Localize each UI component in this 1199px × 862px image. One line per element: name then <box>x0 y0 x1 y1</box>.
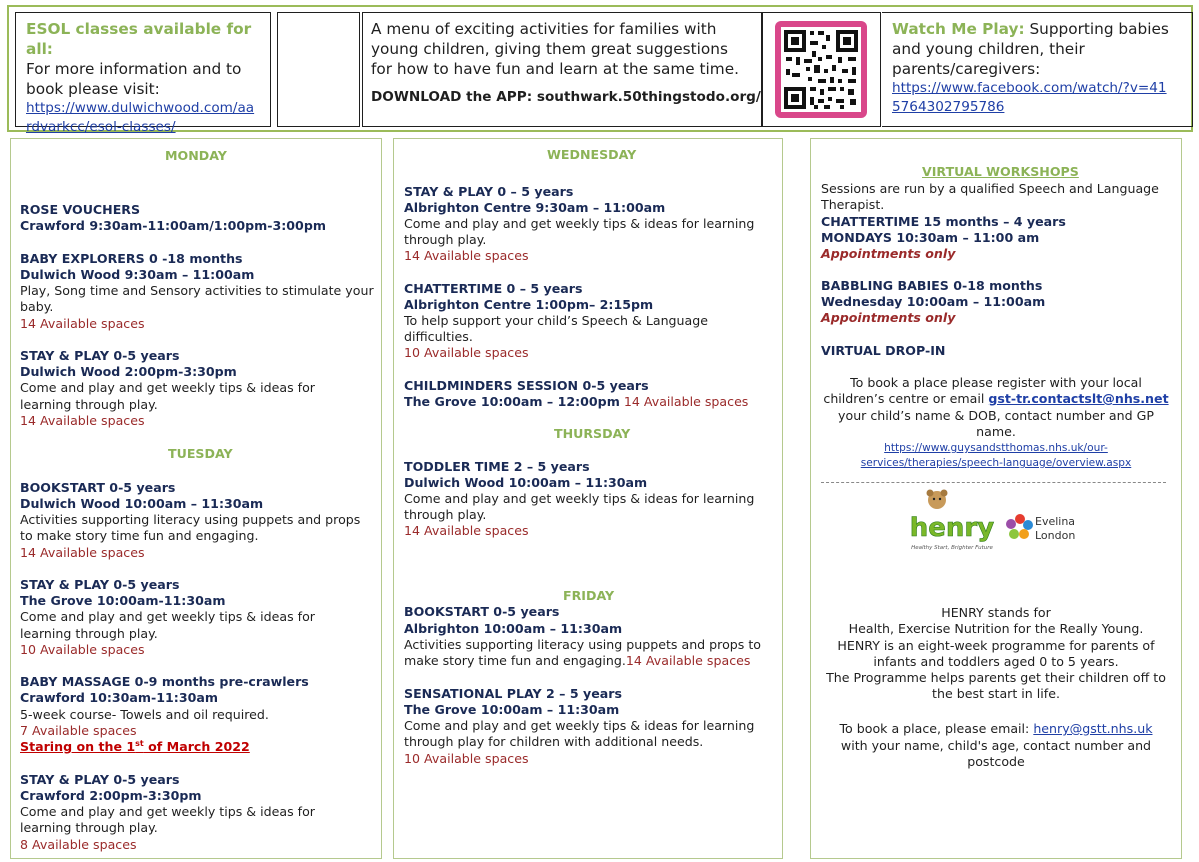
stay-play-desc: Come and play and get weekly tips & ideas for <box>20 804 315 819</box>
henry-logo <box>900 486 1005 556</box>
chattertime-time: Albrighton Centre 1:00pm– 2:15pm <box>404 297 654 312</box>
baby-massage-title: BABY MASSAGE 0-9 months pre-crawlers <box>20 674 309 689</box>
stay-play-time: The Grove 10:00am-11:30am <box>20 593 226 608</box>
childminders-title: CHILDMINDERS SESSION 0-5 years <box>404 378 649 393</box>
booking-text: children’s centre or email gst-tr.contactslt@nhs.net <box>823 391 1169 406</box>
fifty-things-logo <box>277 12 360 127</box>
henry-email-link[interactable]: henry@gstt.nhs.uk <box>1033 721 1153 736</box>
baby-explorers-time: Dulwich Wood 9:30am – 11:00am <box>20 267 255 282</box>
sensational-play-desc: Come and play and get weekly tips & ideas for learning <box>404 718 755 733</box>
monday-heading: MONDAY <box>165 148 227 163</box>
esol-line: For more information and to <box>26 60 242 78</box>
stay-play-spaces: 14 Available spaces <box>20 413 145 428</box>
speech-language-link[interactable]: https://www.guysandstthomas.nhs.uk/our- services/therapies/speech-language/overview.aspx <box>860 442 1132 469</box>
wednesday-heading: WEDNESDAY <box>547 147 637 162</box>
tuesday-heading: TUESDAY <box>168 446 233 461</box>
baby-explorers-desc: Play, Song time and Sensory activities to stimulate your <box>20 283 374 298</box>
bookstart-desc: make story time fun and engaging.14 Available spaces <box>404 653 751 668</box>
rose-vouchers-time: Crawford 9:30am-11:00am/1:00pm-3:00pm <box>20 218 326 233</box>
esol-panel <box>15 12 271 135</box>
watch-line: parents/caregivers: <box>892 60 1041 78</box>
henry-booking: To book a place, please email: henry@gstt.nhs.uk <box>839 721 1153 736</box>
stay-play-time: Albrighton Centre 9:30am – 11:00am <box>404 200 666 215</box>
bookstart-time: Dulwich Wood 10:00am – 11:30am <box>20 496 264 511</box>
henry-booking: postcode <box>967 754 1025 769</box>
stay-play-desc: through play. <box>404 232 487 247</box>
stay-play-desc: learning through play. <box>20 626 158 641</box>
virtual-intro: Therapist. <box>821 197 885 212</box>
baby-massage-spaces: 7 Available spaces <box>20 723 137 738</box>
sensational-play-title: SENSATIONAL PLAY 2 – 5 years <box>404 686 622 701</box>
chattertime-desc: difficulties. <box>404 329 473 344</box>
henry-wordmark: henry <box>909 513 995 543</box>
top-banner <box>7 5 1193 135</box>
baby-explorers-spaces: 14 Available spaces <box>20 316 145 331</box>
esol-title: ESOL classes available for all: <box>26 20 252 58</box>
baby-massage-time: Crawford 10:30am-11:30am <box>20 690 218 705</box>
watch-link[interactable]: https://www.facebook.com/watch/?v=41 5764302795786 <box>892 80 1167 115</box>
london-text: London <box>1035 529 1076 542</box>
stay-play-title: STAY & PLAY 0 – 5 years <box>404 184 574 199</box>
watch-line: and young children, their <box>892 40 1085 58</box>
stay-play-spaces: 8 Available spaces <box>20 837 137 852</box>
esol-line: book please visit: <box>26 80 160 98</box>
henry-info: HENRY is an eight-week programme for parents of <box>837 638 1155 653</box>
stay-play-time: Dulwich Wood 2:00pm-3:30pm <box>20 364 237 379</box>
menu-line: young children, giving them great suggestions <box>371 40 728 58</box>
booking-text: name. <box>976 424 1016 439</box>
appointments-only: Appointments only <box>821 310 956 325</box>
appointments-only: Appointments only <box>821 246 956 261</box>
toddler-time-spaces: 14 Available spaces <box>404 523 529 538</box>
qr-code-panel <box>761 12 881 127</box>
chattertime-title: CHATTERTIME 15 months – 4 years <box>821 214 1066 229</box>
booking-text: your child’s name & DOB, contact number and GP <box>838 408 1154 423</box>
chattertime-title: CHATTERTIME 0 – 5 years <box>404 281 583 296</box>
henry-info: Health, Exercise Nutrition for the Really Young. <box>848 621 1144 636</box>
evelina-text: Evelina <box>1035 515 1076 528</box>
virtual-intro: Sessions are run by a qualified Speech and Language <box>821 181 1159 196</box>
booking-text: To book a place please register with your local <box>850 375 1142 390</box>
stay-play-spaces: 10 Available spaces <box>20 642 145 657</box>
thursday-heading: THURSDAY <box>554 426 631 441</box>
esol-link[interactable]: https://www.dulwichwood.com/aa rdvarkcc/esol-classes/ <box>26 100 255 135</box>
bookstart-spaces: 14 Available spaces <box>20 545 145 560</box>
rose-vouchers-title: ROSE VOUCHERS <box>20 202 141 217</box>
watch-heading: Watch Me Play: Supporting babies <box>892 20 1169 38</box>
babbling-babies-time: Wednesday 10:00am – 11:00am <box>821 294 1046 309</box>
toddler-time-desc: through play. <box>404 507 487 522</box>
stay-play-title: STAY & PLAY 0-5 years <box>20 348 180 363</box>
stay-play-desc: learning through play. <box>20 820 158 835</box>
baby-explorers-desc: baby. <box>20 299 54 314</box>
henry-info: the best start in life. <box>932 686 1060 701</box>
menu-line: for how to have fun and learn at the same time. <box>371 60 739 78</box>
stay-play-desc: Come and play and get weekly tips & ideas for <box>20 380 315 395</box>
bookstart-desc: to make story time fun and engaging. <box>20 528 259 543</box>
stay-play-desc: learning through play. <box>20 397 158 412</box>
chattertime-spaces: 10 Available spaces <box>404 345 529 360</box>
henry-info: The Programme helps parents get their children off to <box>826 670 1166 685</box>
baby-massage-start-date: Staring on the 1st of March 2022 <box>20 738 250 754</box>
baby-massage-desc: 5-week course- Towels and oil required. <box>20 707 269 722</box>
stay-play-desc: Come and play and get weekly tips & ideas for learning <box>404 216 755 231</box>
henry-tagline: Healthy Start, Brighter Future <box>911 545 993 551</box>
stay-play-time: Crawford 2:00pm-3:30pm <box>20 788 202 803</box>
henry-booking: with your name, child's age, contact number and <box>840 738 1152 753</box>
chattertime-time: MONDAYS 10:30am – 11:00 am <box>821 230 1040 245</box>
stay-play-desc: Come and play and get weekly tips & ideas for <box>20 609 315 624</box>
flower-icon <box>1006 514 1033 539</box>
chattertime-desc: To help support your child’s Speech & Language <box>404 313 708 328</box>
virtual-drop-in-title: VIRTUAL DROP-IN <box>821 343 946 358</box>
menu-line: A menu of exciting activities for families with <box>371 20 717 38</box>
toddler-time-desc: Come and play and get weekly tips & ideas for learning <box>404 491 755 506</box>
watch-me-play-panel <box>882 12 1193 127</box>
childminders-time: The Grove 10:00am – 12:00pm 14 Available spaces <box>404 394 749 409</box>
bookstart-title: BOOKSTART 0-5 years <box>20 480 176 495</box>
speech-email-link[interactable]: gst-tr.contactslt@nhs.net <box>988 391 1169 406</box>
stay-play-title: STAY & PLAY 0-5 years <box>20 772 180 787</box>
divider <box>821 482 1166 483</box>
qr-code-icon[interactable] <box>762 13 880 126</box>
toddler-time-title: TODDLER TIME 2 – 5 years <box>404 459 590 474</box>
app-promo-panel <box>362 12 763 127</box>
henry-info: infants and toddlers aged 0 to 5 years. <box>873 654 1119 669</box>
sensational-play-time: The Grove 10:00am – 11:30am <box>404 702 620 717</box>
bookstart-desc: Activities supporting literacy using puppets and props to <box>404 637 761 652</box>
stay-play-title: STAY & PLAY 0-5 years <box>20 577 180 592</box>
bookstart-time: Albrighton 10:00am – 11:30am <box>404 621 623 636</box>
babbling-babies-title: BABBLING BABIES 0-18 months <box>821 278 1043 293</box>
bookstart-desc: Activities supporting literacy using puppets and props <box>20 512 361 527</box>
stay-play-spaces: 14 Available spaces <box>404 248 529 263</box>
baby-explorers-title: BABY EXPLORERS 0 -18 months <box>20 251 243 266</box>
download-app-text[interactable]: DOWNLOAD the APP: southwark.50thingstodo.org/ <box>371 89 761 105</box>
toddler-time-time: Dulwich Wood 10:00am – 11:30am <box>404 475 648 490</box>
sensational-play-spaces: 10 Available spaces <box>404 751 529 766</box>
henry-info: HENRY stands for <box>941 605 1051 620</box>
evelina-logo <box>1006 509 1086 555</box>
sensational-play-desc: through play for children with additional needs. <box>404 734 704 749</box>
friday-heading: FRIDAY <box>563 588 615 603</box>
virtual-workshops-heading: VIRTUAL WORKSHOPS <box>922 164 1079 179</box>
bookstart-title: BOOKSTART 0-5 years <box>404 604 560 619</box>
